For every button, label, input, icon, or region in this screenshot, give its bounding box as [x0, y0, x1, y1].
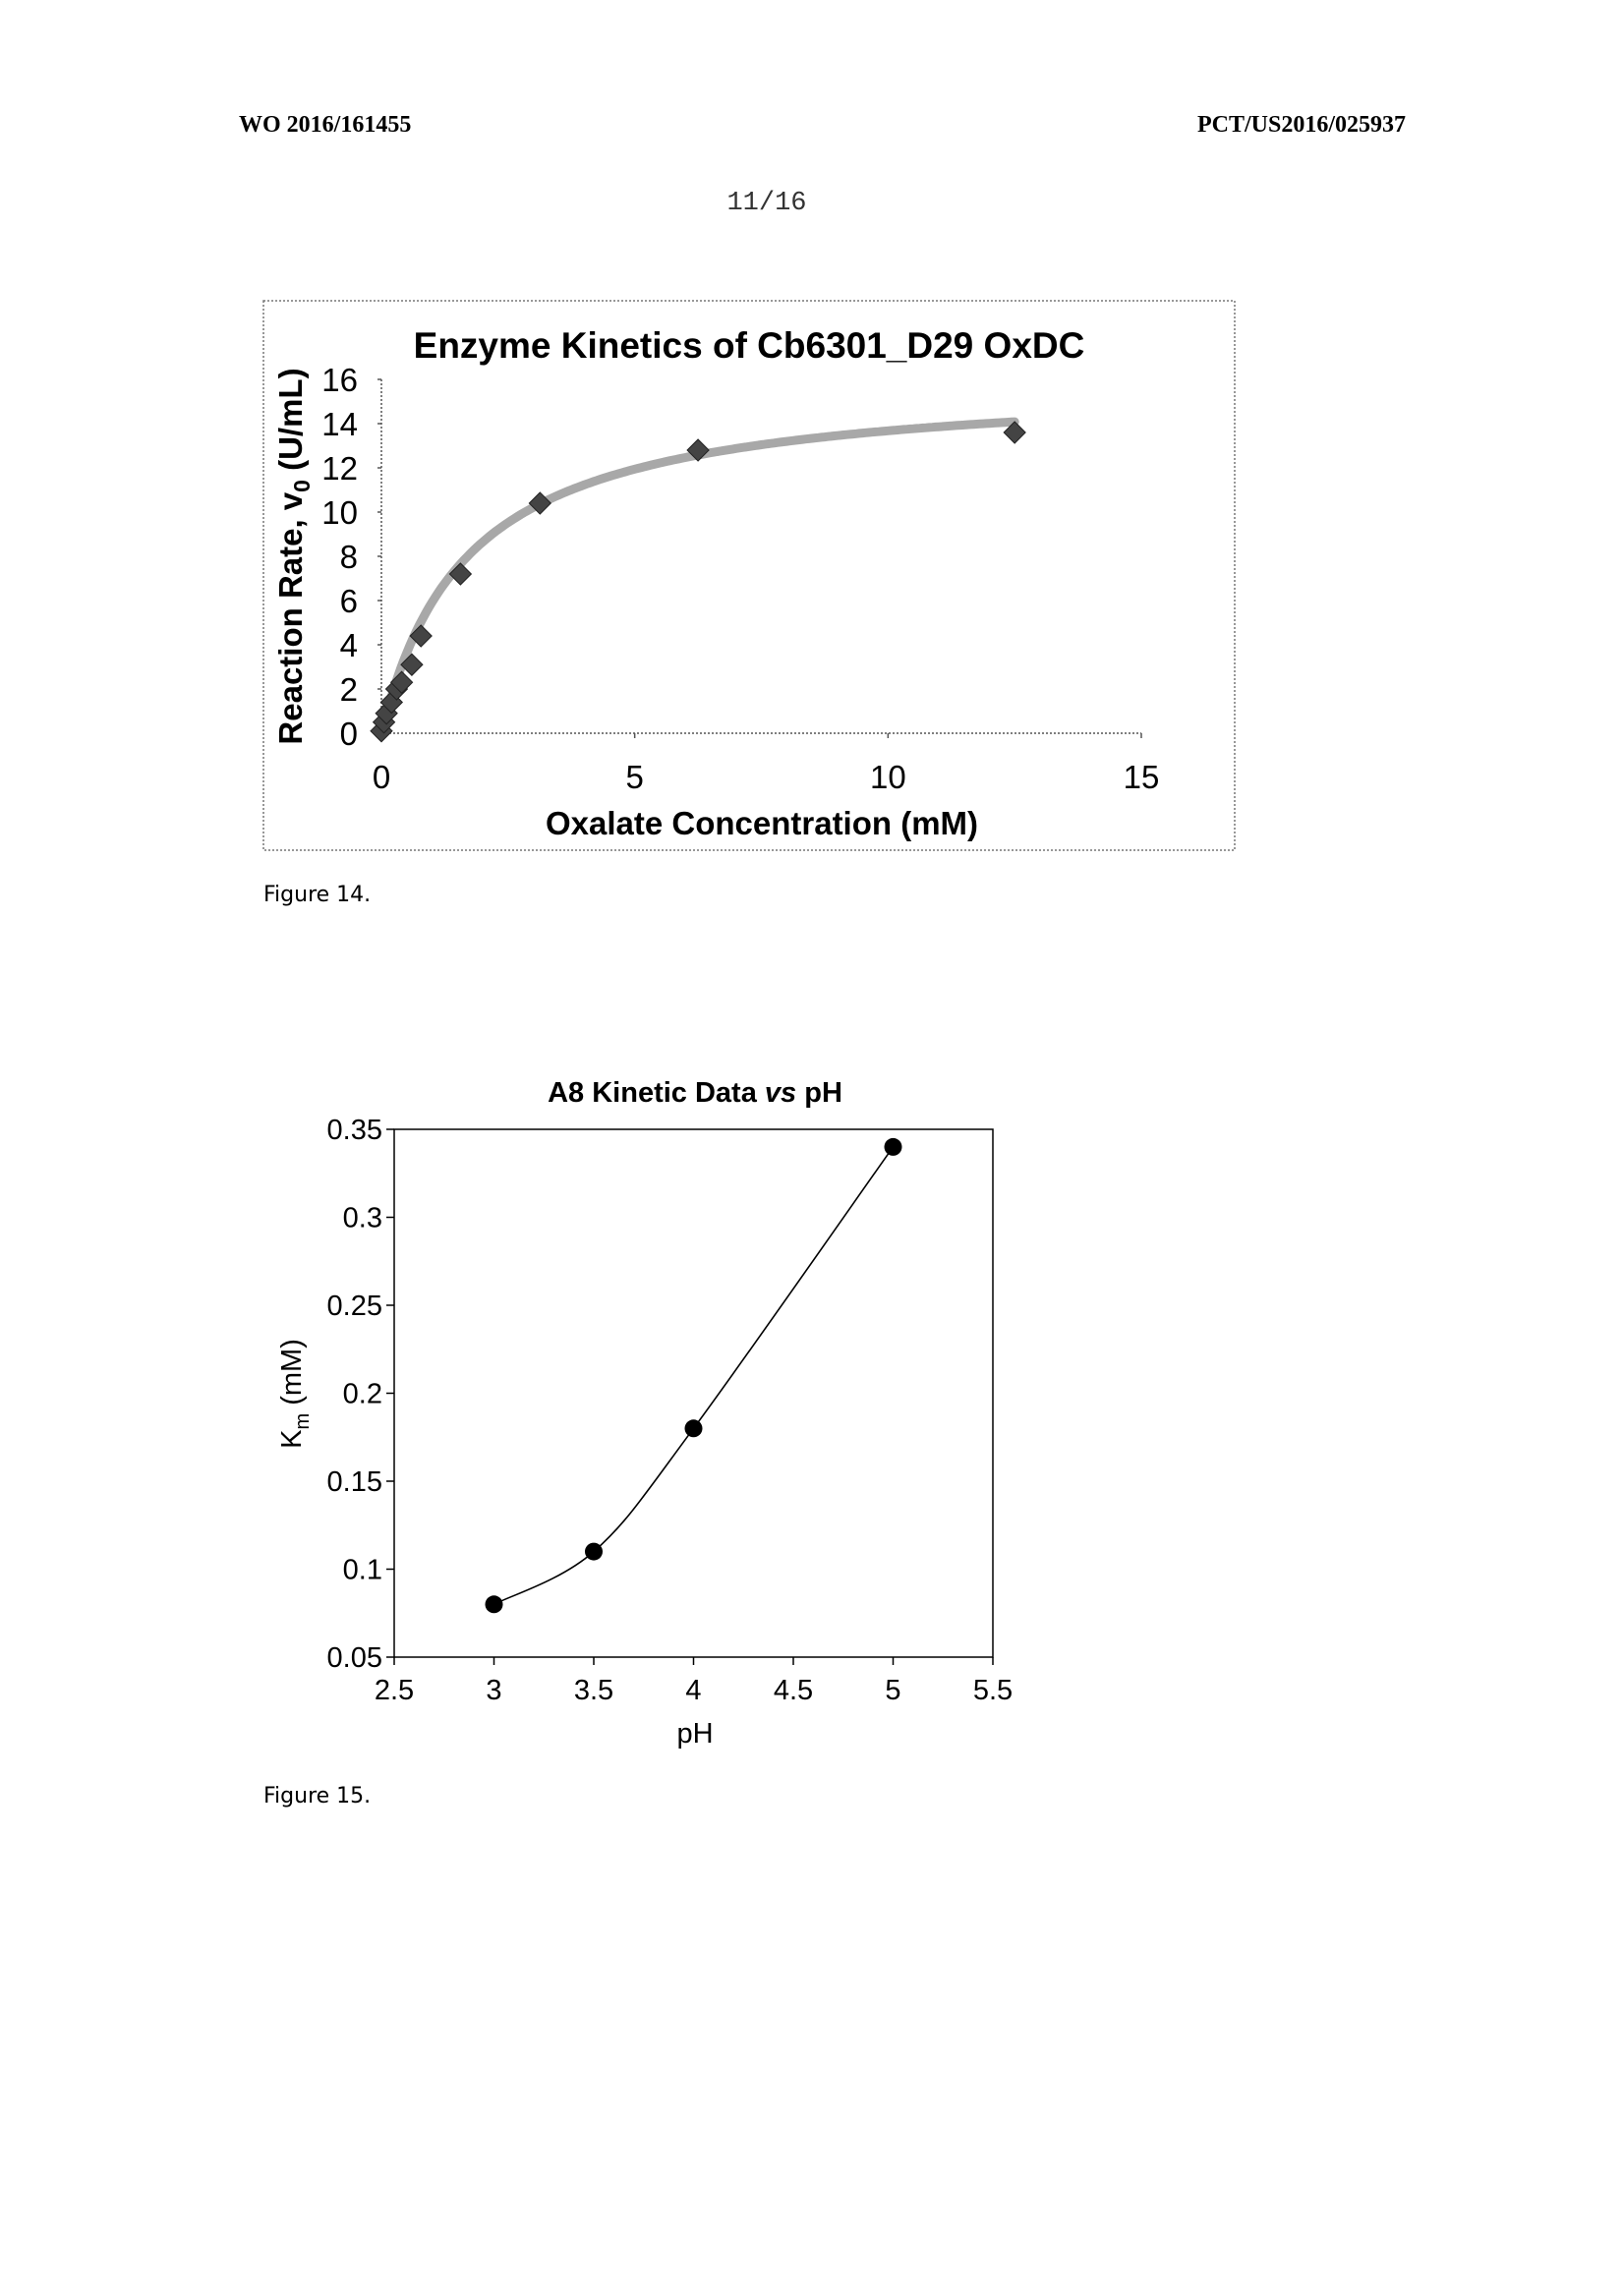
y-tick-label: 0.3 — [342, 1202, 382, 1234]
plot-area — [394, 1129, 993, 1657]
x-tick-label: 10 — [869, 759, 906, 795]
y-tick-label: 12 — [321, 450, 358, 487]
y-tick-label: 16 — [321, 362, 358, 398]
x-tick-label: 15 — [1123, 759, 1160, 795]
x-tick-label: 3.5 — [573, 1675, 614, 1706]
x-tick-label: 0 — [372, 759, 391, 795]
y-tick-label: 10 — [321, 494, 358, 531]
y-tick-label: 0.1 — [342, 1554, 382, 1586]
y-axis-label-unit: (U/mL) — [272, 368, 309, 481]
data-point — [885, 1138, 902, 1156]
y-tick-label: 0.2 — [342, 1378, 382, 1410]
y-axis-label-main: Reaction Rate, v — [272, 491, 309, 745]
x-axis-label: pH — [676, 1718, 714, 1750]
y-tick-label: 6 — [339, 583, 358, 619]
chart-title-part: A8 Kinetic Data — [548, 1077, 765, 1109]
chart-title-part-italic: vs — [764, 1077, 797, 1109]
chart-title — [548, 1077, 842, 1109]
y-axis-label-unit: (mM) — [276, 1339, 308, 1413]
y-tick-label: 4 — [339, 627, 358, 663]
data-point — [685, 1419, 703, 1437]
y-axis-label-subscript: 0 — [289, 480, 315, 492]
y-tick-label: 2 — [339, 671, 358, 708]
x-tick-label: 4.5 — [773, 1675, 814, 1706]
data-point — [486, 1595, 503, 1613]
y-axis-label — [276, 1339, 314, 1449]
chart-title-part: pH — [796, 1077, 842, 1109]
x-tick-label: 5 — [885, 1675, 901, 1706]
x-axis-label: Oxalate Concentration (mM) — [545, 805, 979, 841]
y-tick-label: 0.15 — [326, 1466, 382, 1498]
data-line — [494, 1147, 894, 1604]
y-tick-label: 14 — [321, 406, 358, 442]
y-axis-label-main: K — [276, 1429, 308, 1449]
y-tick-label: 0 — [339, 716, 358, 752]
y-tick-label: 8 — [339, 539, 358, 575]
figure-14-caption: Figure 14. — [263, 883, 372, 907]
y-tick-label: 0.35 — [326, 1115, 382, 1146]
x-tick-label: 3 — [486, 1675, 502, 1706]
y-tick-label: 0.05 — [326, 1642, 382, 1674]
x-tick-label: 2.5 — [374, 1675, 415, 1706]
x-tick-label: 5.5 — [972, 1675, 1014, 1706]
y-axis-label-subscript: m — [292, 1412, 314, 1430]
x-tick-label: 4 — [685, 1675, 702, 1706]
figure-15-caption: Figure 15. — [263, 1784, 372, 1808]
page-number: 11/16 — [726, 189, 807, 218]
chart-title: Enzyme Kinetics of Cb6301_D29 OxDC — [413, 325, 1085, 366]
y-tick-label: 0.25 — [326, 1291, 382, 1322]
patent-publication-number: WO 2016/161455 — [239, 112, 412, 138]
x-tick-label: 5 — [625, 759, 644, 795]
data-point — [585, 1543, 603, 1561]
patent-application-number: PCT/US2016/025937 — [1196, 112, 1406, 138]
